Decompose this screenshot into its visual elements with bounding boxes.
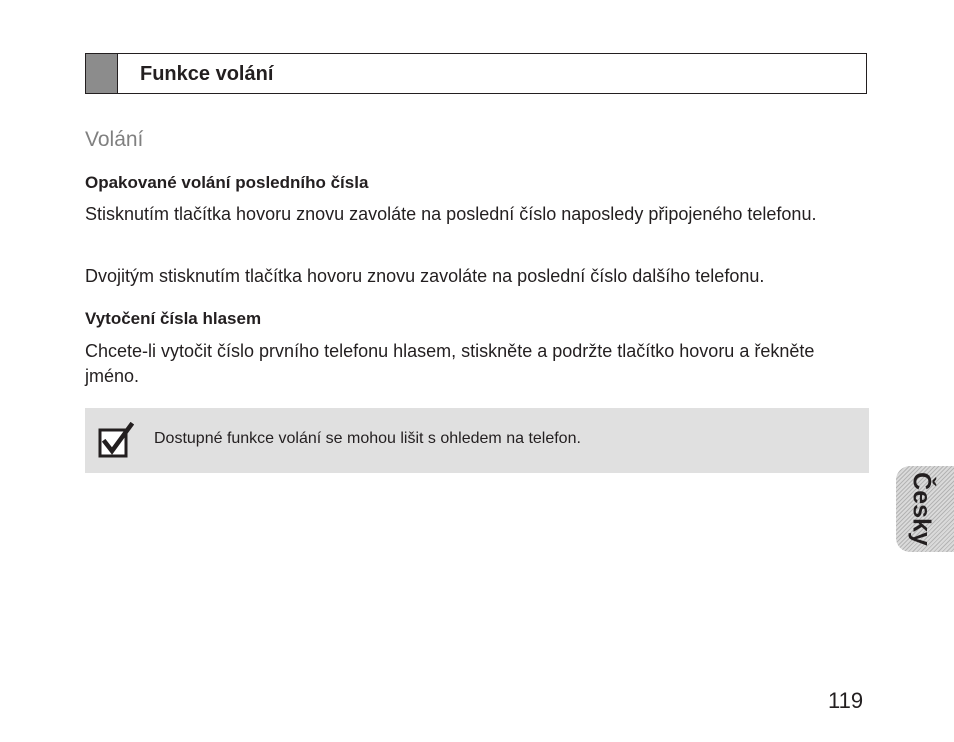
note-text: Dostupné funkce volání se mohou lišit s ohledem na telefon. <box>154 430 581 447</box>
note-box <box>85 408 869 473</box>
section-title: Funkce volání <box>140 63 274 85</box>
voice-dial-heading: Vytočení čísla hlasem <box>85 309 262 328</box>
subsection-title: Volání <box>85 128 144 151</box>
language-tab-label: Česky <box>907 472 936 546</box>
language-tab <box>896 466 954 552</box>
checkbox-check-icon <box>98 422 134 458</box>
voice-dial-paragraph: Chcete-li vytočit číslo prvního telefonu hlasem, stiskněte a podržte tlačítko hovoru a řekněte jméno. <box>85 341 815 386</box>
redial-paragraph-1: Stisknutím tlačítka hovoru znovu zavoláte na poslední číslo naposledy připojeného telefonu. <box>85 204 817 224</box>
section-header-marker <box>86 54 118 93</box>
page-number: 119 <box>828 688 864 713</box>
redial-paragraph-2: Dvojitým stisknutím tlačítka hovoru znovu zavoláte na poslední číslo dalšího telefonu. <box>85 266 765 286</box>
redial-heading: Opakované volání posledního čísla <box>85 173 369 192</box>
section-header <box>85 53 867 94</box>
